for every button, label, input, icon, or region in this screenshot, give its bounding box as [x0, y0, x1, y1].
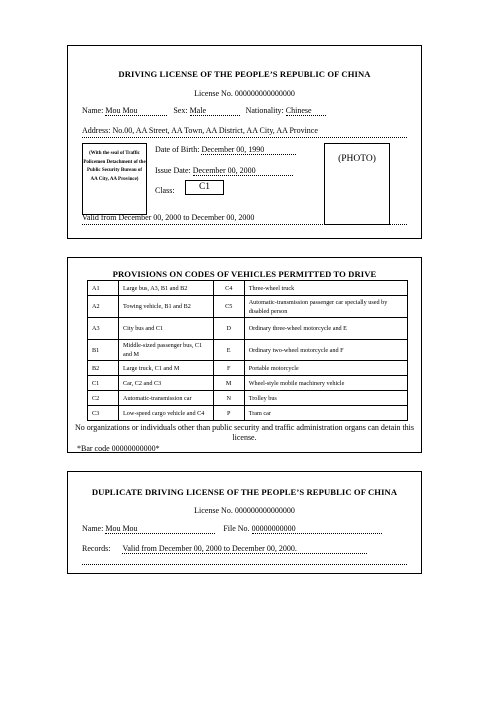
vehicle-code: C5: [213, 296, 244, 318]
vehicle-description: Wheel-style mobile machinery vehicle: [244, 376, 407, 391]
table-row: [88, 376, 408, 391]
dob-value: December 00, 1990: [201, 145, 296, 155]
vehicle-description: Car, C2 and C3: [119, 376, 214, 391]
valid-label: Valid from: [82, 213, 117, 222]
vehicle-description: Large truck, C1 and M: [119, 361, 214, 376]
sex-value: Male: [190, 106, 240, 116]
vehicle-description: Ordinary two-wheel motorcycle and F: [244, 340, 407, 361]
table-row: [88, 318, 408, 340]
records-dotted-line: [82, 564, 407, 565]
name-value: Mou Mou: [105, 106, 167, 116]
file-no-value: 00000000000: [252, 524, 382, 534]
vehicle-code: C1: [88, 376, 119, 391]
table-row: [88, 296, 408, 318]
vehicle-code: A3: [88, 318, 119, 340]
table-row: [88, 281, 408, 296]
vehicle-code: B2: [88, 361, 119, 376]
provisions-title: PROVISIONS ON CODES OF VEHICLES PERMITTED TO DRIVE: [112, 269, 377, 279]
vehicle-description: Three-wheel truck: [244, 281, 407, 296]
vehicle-code: B1: [88, 340, 119, 361]
vehicle-code: C3: [88, 406, 119, 421]
validity-row: [82, 213, 254, 222]
issue-date-value: December 00, 2000: [193, 166, 293, 176]
name-label: Name:: [82, 106, 104, 115]
driving-license-card: [67, 45, 422, 239]
vehicle-description: Trolley bus: [244, 391, 407, 406]
license-title: DRIVING LICENSE OF THE PEOPLE’S REPUBLIC OF CHINA: [118, 69, 371, 79]
validity-dotted-line: [82, 224, 407, 225]
table-row: [88, 340, 408, 361]
vehicle-code: A2: [88, 296, 119, 318]
vehicle-code: C4: [213, 281, 244, 296]
duplicate-info-row: [82, 524, 382, 534]
vehicle-description: Portable motorcycle: [244, 361, 407, 376]
dob-row: [155, 145, 296, 155]
vehicle-code: C2: [88, 391, 119, 406]
photo-placeholder: (PHOTO): [324, 143, 390, 225]
records-value: Valid from December 00, 2000 to December 00, 2000.: [122, 544, 367, 554]
vehicle-description: Automatic-transmission passenger car specially used by disabled person: [244, 296, 407, 318]
address-dotted-line: [82, 137, 407, 138]
issue-date-row: [155, 166, 293, 176]
duplicate-license-card: [67, 471, 422, 574]
table-row: [88, 361, 408, 376]
vehicle-description: Low-speed cargo vehicle and C4: [119, 406, 214, 421]
nationality-label: Nationality:: [245, 106, 284, 115]
bar-code: *Bar code 00000000000*: [77, 444, 160, 453]
vehicle-code: P: [213, 406, 244, 421]
table-row: [88, 406, 408, 421]
address-row: [82, 126, 318, 135]
issuing-authority-seal: (With the seal of Traffic Policemen Detachment of the Public Security Bureau of AA City, AA Province): [82, 143, 147, 215]
personal-info-row: [82, 106, 326, 116]
vehicle-description: City bus and C1: [119, 318, 214, 340]
vehicle-code: E: [213, 340, 244, 361]
duplicate-title: DUPLICATE DRIVING LICENSE OF THE PEOPLE’S REPUBLIC OF CHINA: [91, 487, 398, 497]
duplicate-license-number: License No. 000000000000000: [194, 506, 295, 515]
duplicate-name-label: Name:: [82, 524, 104, 533]
records-row: [82, 544, 367, 554]
vehicle-description: Tram car: [244, 406, 407, 421]
vehicle-description: Large bus, A3, B1 and B2: [119, 281, 214, 296]
license-number: License No. 000000000000000: [194, 89, 295, 98]
nationality-value: Chinese: [286, 106, 326, 116]
dob-label: Date of Birth:: [155, 145, 200, 154]
address-value: No.00, AA Street, AA Town, AA District, AA City, AA Province: [112, 126, 318, 135]
duplicate-name-value: Mou Mou: [105, 524, 215, 534]
provisions-card: [67, 257, 422, 453]
vehicle-description: Towing vehicle, B1 and B2: [119, 296, 214, 318]
vehicle-description: Ordinary three-wheel motorcycle and E: [244, 318, 407, 340]
table-row: [88, 391, 408, 406]
records-label: Records:: [82, 544, 111, 553]
issue-date-label: Issue Date:: [155, 166, 191, 175]
vehicle-codes-table: [87, 280, 408, 421]
vehicle-code: M: [213, 376, 244, 391]
class-value: C1: [185, 180, 224, 195]
vehicle-code: F: [213, 361, 244, 376]
vehicle-description: Automatic-transmission car: [119, 391, 214, 406]
class-label: Class:: [155, 186, 175, 195]
vehicle-code: D: [213, 318, 244, 340]
address-label: Address:: [82, 126, 111, 135]
vehicle-description: Middle-sized passenger bus, C1 and M: [119, 340, 214, 361]
vehicle-code: A1: [88, 281, 119, 296]
detention-note: No organizations or individuals other than public security and traffic administration organs can detain this license.: [74, 423, 415, 442]
file-no-label: File No.: [223, 524, 250, 533]
valid-value: December 00, 2000 to December 00, 2000: [118, 213, 255, 222]
sex-label: Sex:: [173, 106, 188, 115]
vehicle-code: N: [213, 391, 244, 406]
